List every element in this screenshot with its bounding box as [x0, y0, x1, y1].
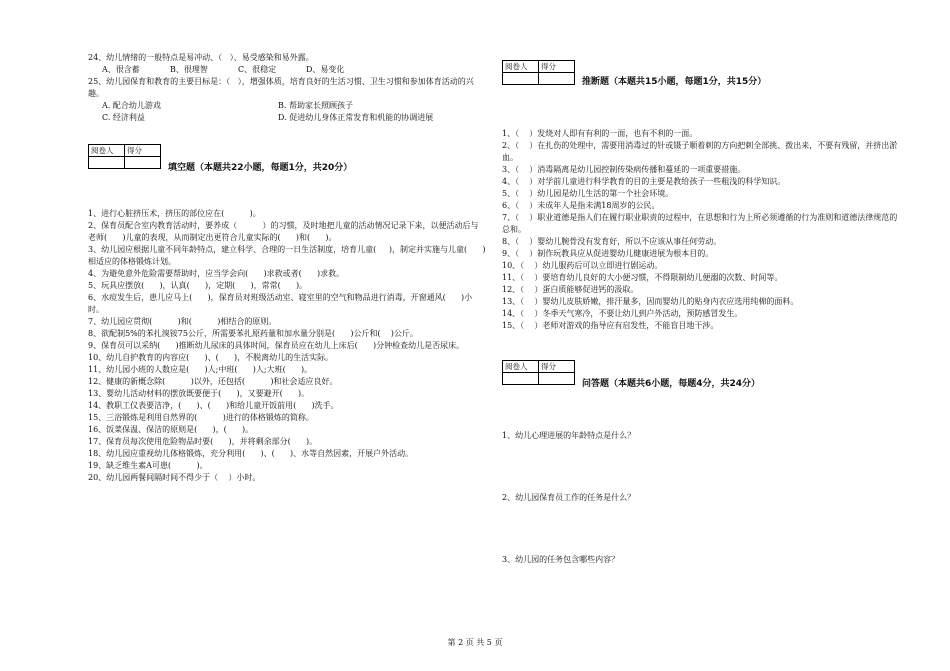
- judge-item-5: 5、（ ）幼儿园是幼儿生活的第一个社会环境。: [502, 189, 674, 198]
- score-box: [502, 360, 575, 385]
- fill-item-3: 3、幼儿园应根据儿童不同年龄特点，建立科学、合理的一日生活制度，培育儿童( )，制定并实施与儿童( )相适应的体格锻炼计划。: [88, 245, 486, 266]
- score-box-grader-label: 阅卷人: [89, 145, 125, 157]
- fill-item-5: 5、玩具应摆放( )，认真( )，定期( )，常常( )。: [88, 281, 308, 290]
- qa-section-title: 问答题（本题共6小题，每题4分，共24分）: [582, 379, 761, 389]
- page-footer: 第 2 页 共 5 页: [447, 638, 503, 647]
- fill-item-13: 13、婴幼儿活动材料的摆放既要便于( )，又要避开( )。: [88, 389, 310, 398]
- fill-item-7: 7、幼儿园应贯彻( )和( )相结合的原则。: [88, 317, 277, 326]
- fill-item-20: 20、幼儿园两餐间隔时间不得少于（ ）小时。: [88, 473, 261, 482]
- judge-items: [502, 128, 900, 332]
- judge-section-title: 推断题（本题共15小题，每题1分，共15分）: [582, 77, 767, 87]
- judge-item-15: 15、（ ）老师对游戏的指导应有启发性，不能盲目地干涉。: [502, 321, 719, 330]
- fill-item-9: 9、保育员可以采纳( )推断幼儿尿床的具体时间，保育员应在幼儿上床后( )分钟检查幼儿是否尿床。: [88, 341, 465, 350]
- fill-item-4: 4、为避免意外危险需要帮助时，应当学会向( )求救或者( )求救。: [88, 269, 345, 278]
- option-a: A、很含蓄: [102, 65, 140, 74]
- score-box-grader-label: 阅卷人: [503, 361, 539, 373]
- qa-items: [502, 430, 900, 566]
- fill-section-title: 填空题（本题共22小题，每题1分，共20分）: [168, 163, 353, 173]
- score-box: [88, 144, 161, 169]
- question-25-options-row2: [88, 112, 486, 124]
- fill-item-8: 8、欲配制5%的苯扎溴铵75公斤，所需要苯扎原药量和加水量分别是( )公斤和( )公斤。: [88, 329, 418, 338]
- fill-item-2: 2、保育员配合室内教育活动时，要养成（ ）的习惯，及时地把儿童的活动情况记录下来，以便活动后与老师( )儿童的表现，从而制定出更符合儿童实际的( )和( )。: [88, 221, 479, 242]
- judge-item-6: 6、（ ）未成年人是指未满18周岁的公民。: [502, 201, 660, 210]
- judge-item-11: 11、（ ）要培育幼儿良好的大小便习惯，不得限制幼儿便溺的次数、时间等。: [502, 273, 783, 282]
- option-b: B、很理智: [170, 65, 208, 74]
- option-c: C、很稳定: [238, 65, 277, 74]
- question-24-stem: 24、幼儿情绪的一般特点是易冲动、（ ）、易受感染和易外露。: [88, 53, 314, 62]
- fill-item-11: 11、幼儿园小班的人数应是( )人;中班( )人;大班( )。: [88, 365, 313, 374]
- question-24-options: [88, 64, 486, 76]
- score-cell: [125, 157, 161, 169]
- judge-section-header: [502, 60, 900, 128]
- judge-item-8: 8、（ ）婴幼儿腕骨没有发育好，所以不应该从事任何劳动。: [502, 237, 722, 246]
- score-box-score-label: 得分: [539, 361, 575, 373]
- score-box-score-label: 得分: [125, 145, 161, 157]
- judge-item-12: 12、（ ）蛋白质能够促进钙的汲取。: [502, 285, 639, 294]
- score-cell: [539, 73, 575, 85]
- fill-item-16: 16、饭菜保温、保洁的原则是( )，( )。: [88, 425, 254, 434]
- judge-item-10: 10、（ ）幼儿服药后可以立即进行剧运动。: [502, 261, 663, 270]
- option-d: D. 促进幼儿身体正常发育和机能的协调进展: [278, 113, 434, 122]
- fill-section-header: [88, 144, 486, 208]
- qa-item-2: 2、幼儿园保育员工作的任务是什么？: [502, 493, 636, 502]
- fill-items: [88, 208, 486, 484]
- judge-item-7: 7、（ ）职业道德是指人们在履行职业职责的过程中，在思想和行为上所必须遵循的行为准则和道德法律规范的总和。: [502, 213, 898, 234]
- judge-item-14: 14、（ ）冬季天气寒冷，不要让幼儿到户外活动，预防感冒发生。: [502, 309, 743, 318]
- score-box: [502, 60, 575, 85]
- judge-item-4: 4、（ ）对学前儿童进行科学教育的目的主要是教给孩子一些粗浅的科学知识。: [502, 177, 786, 186]
- qa-item-1: 1、幼儿心理进展的年龄特点是什么？: [502, 431, 636, 440]
- option-a: A. 配合幼儿游戏: [102, 101, 161, 110]
- fill-item-1: 1、进行心脏挤压术，挤压的部位应在( )。: [88, 209, 261, 218]
- qa-item-3: 3、幼儿园的任务包含哪些内容？: [502, 555, 620, 564]
- option-c: C. 经济利益: [102, 113, 145, 122]
- fill-item-6: 6、水痘发生后，患儿应马上( )，保育员对班级活动室、寝室里的空气和物品进行消毒，开窗通风( )小时。: [88, 293, 473, 314]
- score-box-grader-label: 阅卷人: [503, 61, 539, 73]
- judge-item-1: 1、（ ）发烧对人即有有利的一面，也有不利的一面。: [502, 129, 698, 138]
- question-25-options-row1: [88, 100, 486, 112]
- left-column: [88, 52, 486, 484]
- question-25-stem: 25、幼儿园保育和教育的主要目标是：（ ），增强体质，培育良好的生活习惯、卫生习惯和参加体育活动的兴趣。: [88, 77, 474, 98]
- grader-cell: [503, 373, 539, 385]
- score-cell: [539, 373, 575, 385]
- fill-item-18: 18、幼儿园应重视幼儿体格锻炼，充分利用( )、( )、水等自然因素，开展户外活动。: [88, 449, 414, 458]
- fill-item-14: 14、教职工仪表要洁净，( )、( )和给儿童开饭前用( )洗手。: [88, 401, 339, 410]
- judge-item-13: 13、（ ）婴幼儿皮肤娇嫩，排汗量多，因而婴幼儿的贴身内衣应选用纯棉的面料。: [502, 297, 799, 306]
- grader-cell: [89, 157, 125, 169]
- qa-section-header: [502, 360, 900, 430]
- grader-cell: [503, 73, 539, 85]
- judge-item-3: 3、（ ）消毒隔离是幼儿园控制传染病传播和蔓延的一项重要措施。: [502, 165, 746, 174]
- judge-item-2: 2、（ ）在扎伤的处理中，需要用消毒过的针或镊子顺着刺的方向把刺全部挑、拨出来，不要有残留，并挤出淤血。: [502, 141, 898, 162]
- score-box-score-label: 得分: [539, 61, 575, 73]
- fill-item-17: 17、保育员每次使用危险物品时要( )，并将剩余部分( )。: [88, 437, 318, 446]
- fill-item-19: 19、缺乏维生素A可患( )。: [88, 461, 208, 470]
- fill-item-12: 12、健康的新概念除( )以外，还包括( )和社会适应良好。: [88, 377, 338, 386]
- judge-item-9: 9、（ ）制作玩教具应从促进婴幼儿健康进展为根本目的。: [502, 249, 714, 258]
- right-column: [502, 60, 900, 566]
- option-b: B. 帮助家长照顾孩子: [278, 101, 353, 110]
- fill-item-15: 15、三浴锻炼是利用自然界的( )进行的体格锻炼的简称。: [88, 413, 314, 422]
- fill-item-10: 10、幼儿自护教育的内容应( )、( )，不脱离幼儿的生活实际。: [88, 353, 334, 362]
- option-d: D、易变化: [306, 65, 345, 74]
